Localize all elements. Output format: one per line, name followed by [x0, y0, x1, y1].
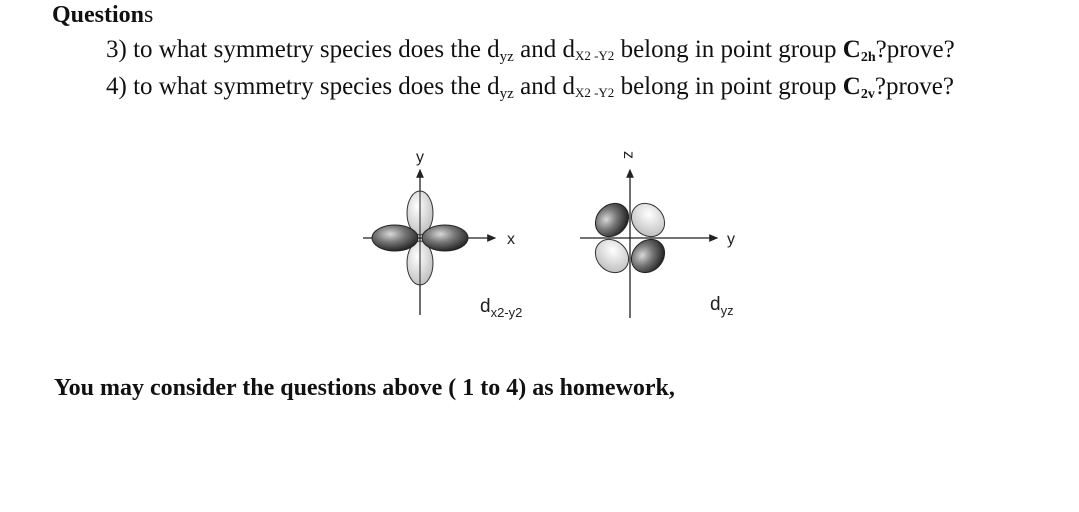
question-3: 3) to what symmetry species does the $d_{yz}$ and $d_{X2 -Y2}$ belong in point group $C_{2h}?prove$?: [106, 36, 955, 65]
right-axis-z-label: z: [620, 151, 637, 159]
dx2-y2-label: $d_{x2-y2}$: [480, 296, 523, 320]
homework-note: You may consider the questions above ( 1 to 4) as homework,: [54, 375, 675, 401]
left-axis-x-label: x: [507, 231, 515, 248]
page-title: Questions: [52, 2, 154, 28]
dx2-y2-orbital: [363, 149, 522, 320]
question-4: 4) to what symmetry species does the $d_{yz}$ and $d_{X2 -Y2}$ belong in point group $C_{2v}?prove$?: [106, 73, 954, 102]
dyz-orbital: [580, 151, 735, 318]
orbital-figure: [355, 140, 775, 340]
right-axis-y-label: y: [727, 231, 735, 248]
left-axis-y-label: y: [416, 149, 424, 166]
dyz-label: $d_{yz}$: [710, 294, 734, 318]
